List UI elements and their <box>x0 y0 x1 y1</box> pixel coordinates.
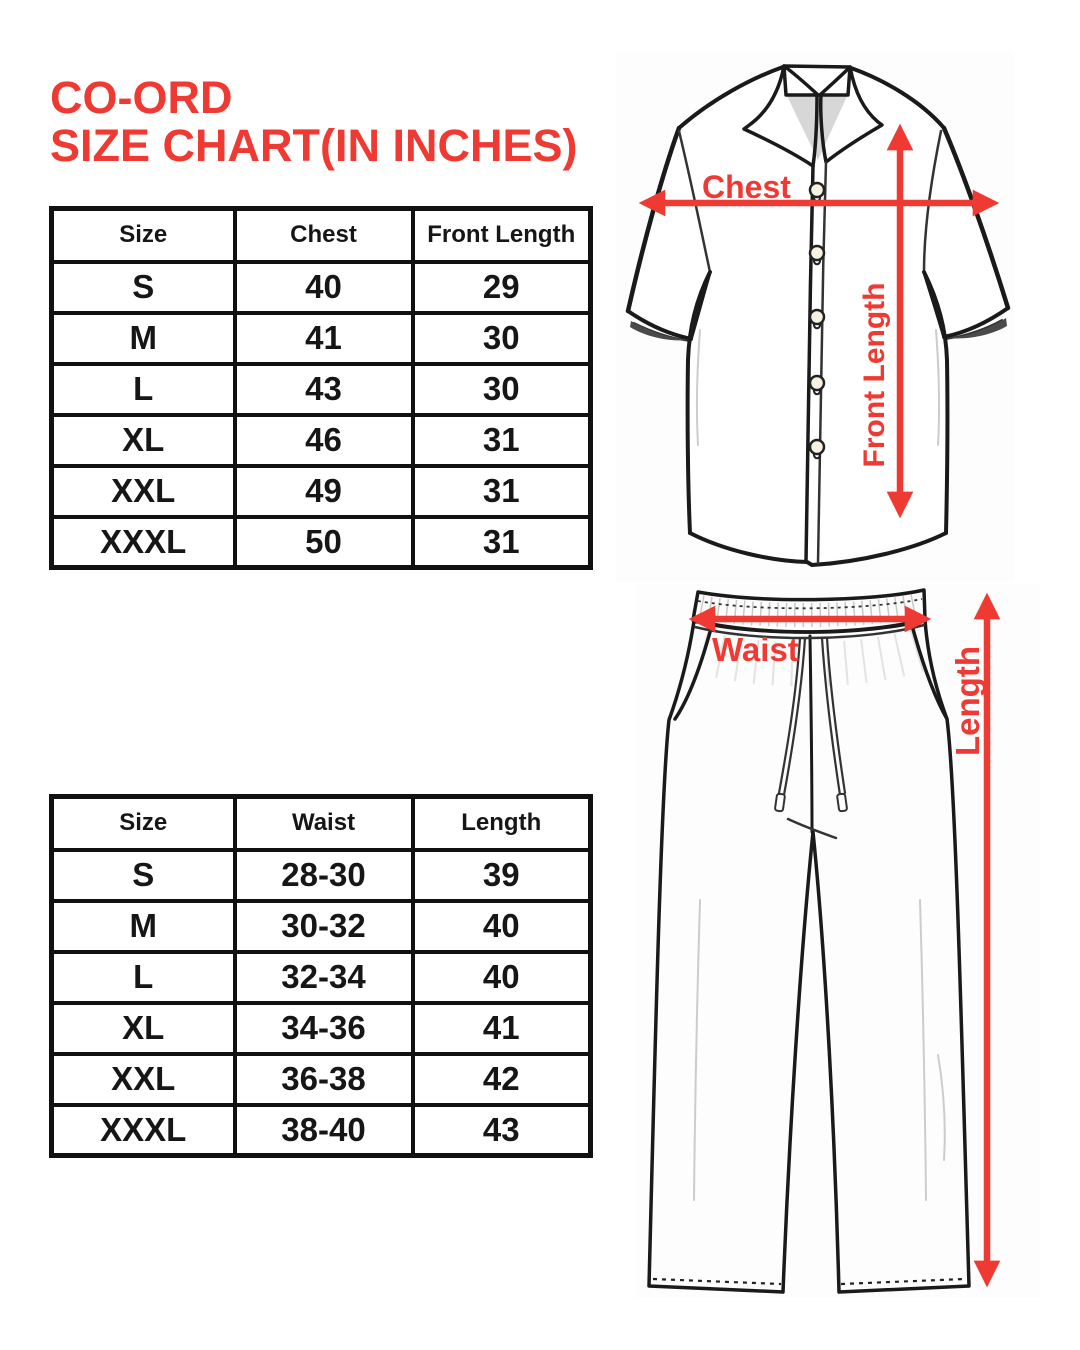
table-cell: 38-40 <box>235 1105 413 1156</box>
shirt-table-header-row <box>52 209 591 262</box>
table-row <box>52 1054 591 1105</box>
pants-table-body <box>52 850 591 1156</box>
table-cell: 39 <box>413 850 591 901</box>
table-cell: M <box>52 313 235 364</box>
table-row <box>52 517 591 568</box>
table-row <box>52 262 591 313</box>
table-cell: S <box>52 262 235 313</box>
table-cell: XL <box>52 415 235 466</box>
shirt-size-table <box>49 206 593 570</box>
table-cell: 41 <box>413 1003 591 1054</box>
table-cell: XXL <box>52 1054 235 1105</box>
table-cell: 40 <box>413 952 591 1003</box>
pants-figure <box>630 578 1050 1305</box>
table-cell: L <box>52 952 235 1003</box>
table-row <box>52 952 591 1003</box>
table-row <box>52 1105 591 1156</box>
table-cell: 50 <box>235 517 413 568</box>
pants-illustration <box>630 578 1050 1305</box>
drawstring-aglet <box>837 794 847 812</box>
table-cell: 43 <box>413 1105 591 1156</box>
pants-size-table <box>49 794 593 1158</box>
page-title-line1: CO-ORD <box>50 72 233 123</box>
pants-table-header-row <box>52 797 591 850</box>
chest-arrow-label: Chest <box>702 169 791 205</box>
page-title <box>50 74 578 170</box>
table-cell: 46 <box>235 415 413 466</box>
front-length-arrow-label: Front Length <box>858 282 891 468</box>
table-cell: 30-32 <box>235 901 413 952</box>
table-row <box>52 313 591 364</box>
table-row <box>52 466 591 517</box>
table-row <box>52 901 591 952</box>
table-cell: XXXL <box>52 517 235 568</box>
table-cell: 30 <box>413 364 591 415</box>
shirt-table-body <box>52 262 591 568</box>
column-header: Chest <box>235 209 413 262</box>
table-row <box>52 850 591 901</box>
column-header: Size <box>52 209 235 262</box>
table-cell: 43 <box>235 364 413 415</box>
table-cell: 30 <box>413 313 591 364</box>
table-cell: 42 <box>413 1054 591 1105</box>
column-header: Size <box>52 797 235 850</box>
table-row <box>52 1003 591 1054</box>
table-cell: 29 <box>413 262 591 313</box>
shirt-figure <box>595 35 1040 585</box>
table-cell: XL <box>52 1003 235 1054</box>
table-cell: 31 <box>413 466 591 517</box>
table-cell: 28-30 <box>235 850 413 901</box>
table-row <box>52 364 591 415</box>
table-cell: 40 <box>235 262 413 313</box>
column-header: Front Length <box>413 209 591 262</box>
table-cell: XXXL <box>52 1105 235 1156</box>
table-cell: 36-38 <box>235 1054 413 1105</box>
shirt-illustration <box>595 35 1040 585</box>
table-cell: 34-36 <box>235 1003 413 1054</box>
table-cell: 49 <box>235 466 413 517</box>
table-cell: XXL <box>52 466 235 517</box>
table-cell: 31 <box>413 517 591 568</box>
table-cell: 41 <box>235 313 413 364</box>
column-header: Waist <box>235 797 413 850</box>
column-header: Length <box>413 797 591 850</box>
table-cell: 31 <box>413 415 591 466</box>
waist-arrow-label: Waist <box>712 631 799 668</box>
table-cell: S <box>52 850 235 901</box>
length-arrow-label: Length <box>949 646 986 756</box>
table-cell: M <box>52 901 235 952</box>
page-title-line2: SIZE CHART(IN INCHES) <box>50 120 578 171</box>
table-cell: 40 <box>413 901 591 952</box>
table-row <box>52 415 591 466</box>
drawstring-aglet <box>775 794 785 812</box>
table-cell: L <box>52 364 235 415</box>
table-cell: 32-34 <box>235 952 413 1003</box>
